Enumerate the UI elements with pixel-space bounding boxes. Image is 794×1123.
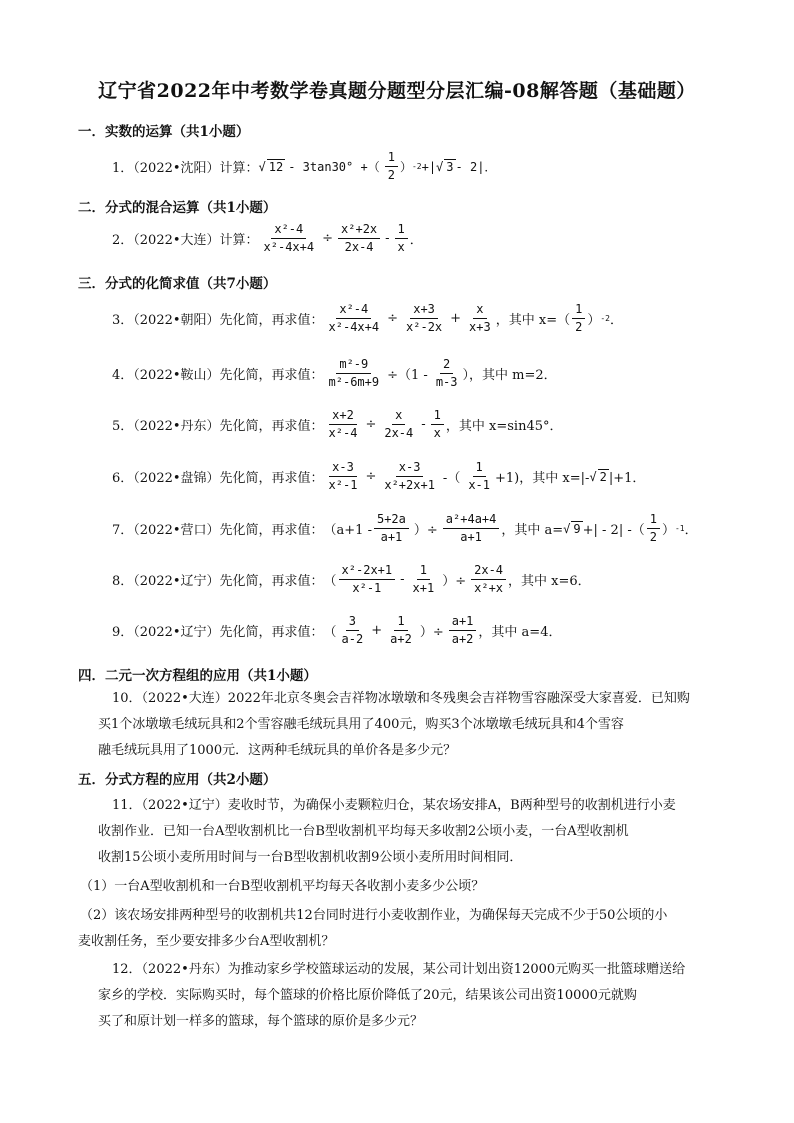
problem-5-condition: ，其中 x=sin45°． (445, 419, 563, 434)
section-heading-1: 一．实数的运算（共1小题） (78, 124, 250, 140)
problem-10 (98, 686, 690, 764)
fraction-half: $\frac{1}{2}$ (647, 512, 660, 545)
problem-1-close: ） (399, 160, 412, 174)
open-paren: （ (323, 625, 337, 640)
problem-6-condition: +1)，其中 x=|- (495, 471, 590, 486)
problem-1: 1．（2022•沈阳）计算： √ 12 - 3tan30° +（ $\frac{1}{2}$ ） -2 +| √ 3 - 2|． (112, 150, 497, 182)
problem-2 (112, 222, 734, 255)
operator: - (421, 417, 426, 432)
sqrt-2: 2 (599, 470, 607, 484)
text-line: 买了和原计划一样多的篮球，每个篮球的原价是多少元？ (98, 1014, 424, 1029)
operator: ÷（1 - (387, 368, 428, 383)
text-line: 融毛绒玩具用了1000元．这两种毛绒玩具的单价各是多少元？ (98, 743, 457, 758)
text-line: 11．（2022•辽宁）麦收时节，为确保小麦颗粒归仓，某农场安排A，B两种型号的收割机进行小麦 (112, 798, 676, 813)
operator: ）÷ (442, 574, 467, 589)
fraction: $\frac{2}{m-3}$ (435, 357, 458, 389)
open-paren: （ (323, 574, 337, 589)
problem-6: 6．（2022•盘锦）先化简，再求值： $\frac{x-3}{\text{x²-1}}$ ÷ $\frac{x-3}{\text{x²+2x+1}}$ -（ $\frac{1}{x-1}$ +1)，其中 x=|- √ 2 |+1． (112, 460, 646, 492)
operator: ÷ (365, 417, 377, 432)
fraction-half: $\frac{1}{2}$ (385, 150, 398, 183)
problem-12 (98, 957, 686, 1035)
problem-5 (112, 408, 734, 441)
fraction-half: $\frac{1}{2}$ (572, 302, 585, 335)
operator: ÷ (322, 231, 334, 246)
fraction: $\frac{\text{x²-4}}{\text{x²-4x+4}}$ (328, 302, 380, 334)
problem-4-condition: ），其中 m=2． (462, 368, 557, 383)
problem-9 (112, 614, 734, 647)
sqrt-12: 12 (268, 160, 284, 174)
fraction: $\frac{1}{a+2}$ (390, 614, 412, 646)
problem-9-condition: ，其中 a=4． (478, 625, 562, 640)
fraction: $\frac{1}{x-1}$ (468, 460, 491, 492)
fraction: $\frac{1}{x}$ (431, 408, 444, 441)
problem-1-end: - 2|． (455, 160, 497, 174)
text-line: 家乡的学校．实际购买时，每个篮球的价格比原价降低了20元，结果该公司出资10000元就购 (98, 988, 637, 1003)
problem-7-condition-2: +| - 2| -（ (582, 523, 645, 538)
operator: ÷ (365, 469, 377, 484)
text-line: （2）该农场安排两种型号的收割机共12台同时进行小麦收割作业，为确保每天完成不少于50公顷的小 (80, 908, 668, 923)
close-paren: ） (587, 313, 601, 328)
fraction: $\frac{x-3}{\text{x²-1}}$ (328, 460, 358, 492)
fraction: $\frac{x+3}{\text{x²-2x}}$ (406, 302, 443, 334)
operator: - (385, 231, 390, 246)
text-line: 买1个冰墩墩毛绒玩具和2个雪容融毛绒玩具用了400元，购买3个冰墩墩毛绒玩具和4个雪容 (98, 717, 624, 732)
fraction: $\frac{x+2}{\text{x²-4}}$ (328, 408, 358, 440)
close-paren: ） (661, 523, 675, 538)
document-title: 辽宁省2022年中考数学卷真题分题型分层汇编-08解答题（基础题） (98, 80, 696, 102)
problem-4-prefix: 4．（2022•鞍山）先化简，再求值： (112, 368, 324, 383)
problem-11-question-2 (80, 903, 667, 955)
fraction: $\frac{\text{a²+4a+4}}{a+1}$ (443, 512, 500, 545)
operator: ）÷ (419, 625, 444, 640)
fraction: $\frac{1}{x}$ (395, 222, 408, 255)
text-line: 12．（2022•丹东）为推动家乡学校篮球运动的发展，某公司计划出资12000元购买一批篮球赠送给 (112, 962, 686, 977)
text-line: （1）一台A型收割机和一台B型收割机平均每天各收割小麦多少公顷？ (80, 879, 485, 894)
problem-11 (98, 793, 676, 871)
operator: ÷ (387, 311, 399, 326)
problem-7-condition: ，其中 a= (501, 523, 564, 538)
section-heading-2: 二．分式的混合运算（共1小题） (78, 200, 277, 216)
sqrt-3: 3 (446, 160, 454, 174)
sqrt-9: 9 (573, 522, 581, 536)
problem-8-prefix: 8．（2022•辽宁）先化简，再求值： (112, 574, 324, 589)
operator: + (371, 623, 383, 638)
section-heading-3: 三．分式的化简求值（共7小题） (78, 276, 277, 292)
problem-4 (112, 357, 734, 390)
text-line: 10．（2022•大连）2022年北京冬奥会吉祥物冰墩墩和冬残奥会吉祥物雪容融深受大家喜爱．已知购 (112, 691, 690, 706)
problem-11-question-1 (80, 874, 484, 900)
problem-2-end: ． (409, 233, 423, 248)
exponent: -2 (411, 162, 422, 171)
operator: + (450, 311, 462, 326)
fraction: $\frac{3}{a-2}$ (341, 614, 364, 646)
problem-7-end: ． (684, 523, 698, 538)
section-heading-4: 四．二元一次方程组的应用（共1小题） (78, 668, 317, 684)
exponent: -1 (674, 524, 685, 533)
operator: - (400, 572, 405, 587)
problem-3-condition: ，其中 x=（ (495, 313, 571, 328)
fraction: $\frac{x}{x+3}$ (469, 302, 491, 334)
text-line: 收割15公顷小麦所用时间与一台B型收割机收割9公顷小麦所用时间相同． (98, 850, 523, 865)
operator: ）÷ (413, 523, 438, 538)
problem-7: 7．（2022•营口）先化简，再求值： （a+1 - $\frac{5+2a}{a+1}$ ）÷ $\frac{\text{a²+4a+4}}{a+1}$ ，其中 a= √ 9 +| - 2| -（ $\frac{1}{2}$ ） -1 ． (112, 512, 698, 544)
problem-1-abs-open: +| (421, 159, 437, 174)
problem-3 (112, 302, 734, 335)
fraction: $\frac{\text{x²-4}}{\text{x²-4x+4}}$ (263, 222, 315, 254)
fraction: $\frac{x-3}{\text{x²+2x+1}}$ (384, 460, 435, 492)
fraction: $\frac{\text{m²-9}}{\text{m²-6m+9}}$ (328, 357, 380, 389)
problem-8-condition: ，其中 x=6． (508, 574, 591, 589)
operator: -（ (442, 471, 461, 486)
text-line: 收割作业．已知一台A型收割机比一台B型收割机平均每天多收割2公顷小麦，一台A型收割机 (98, 824, 629, 839)
problem-6-prefix: 6．（2022•盘锦）先化简，再求值： (112, 471, 324, 486)
problem-3-prefix: 3．（2022•朝阳）先化简，再求值： (112, 313, 324, 328)
problem-8 (112, 563, 734, 596)
fraction: $\frac{2x-4}{\text{x²+x}}$ (471, 563, 506, 596)
fraction: $\frac{5+2a}{a+1}$ (374, 512, 409, 545)
fraction: $\frac{a+1}{a+2}$ (449, 614, 477, 647)
section-heading-5: 五．分式方程的应用（共2小题） (78, 772, 277, 788)
problem-3-end: ． (609, 313, 623, 328)
fraction: $\frac{\text{x²+2x}}{2x-4}$ (338, 222, 380, 255)
fraction: $\frac{\text{x²-2x+1}}{\text{x²-1}}$ (339, 563, 396, 596)
problem-5-prefix: 5．（2022•丹东）先化简，再求值： (112, 419, 324, 434)
problem-1-expr-b: - 3tan30° +（ (288, 160, 380, 174)
problem-6-end: |+1． (608, 471, 646, 486)
problem-2-prefix: 2．（2022•大连）计算： (112, 233, 259, 248)
problem-7-prefix: 7．（2022•营口）先化简，再求值： (112, 523, 324, 538)
problem-9-prefix: 9．（2022•辽宁）先化简，再求值： (112, 625, 324, 640)
text-line: 麦收割任务，至少要安排多少台A型收割机？ (78, 934, 335, 949)
open-paren: （a+1 - (323, 523, 372, 538)
exponent: -2 (600, 314, 610, 323)
fraction: $\frac{x}{2x-4}$ (384, 408, 414, 440)
problem-1-prefix: 1．（2022•沈阳）计算： (112, 161, 259, 176)
fraction: $\frac{1}{x+1}$ (412, 563, 435, 595)
